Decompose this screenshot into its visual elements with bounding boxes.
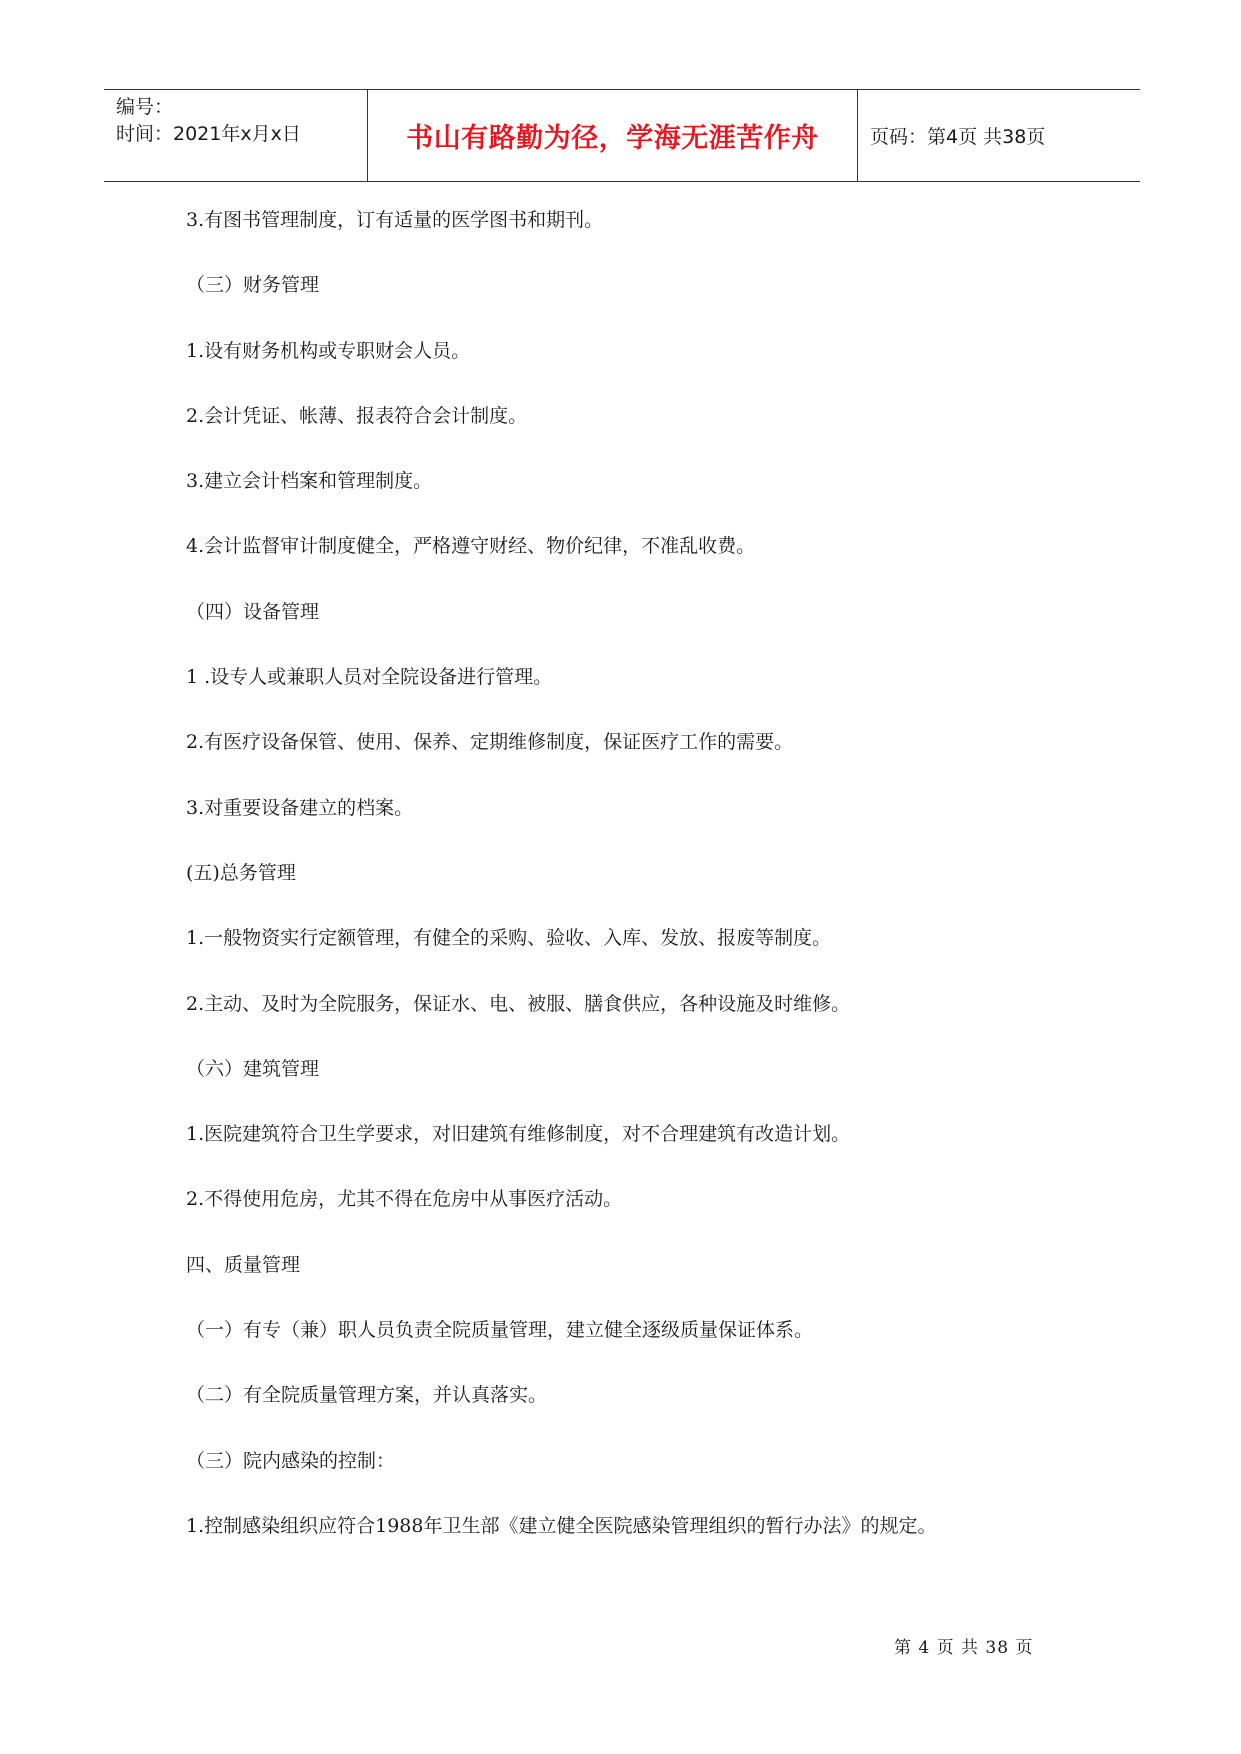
header-motto: 书山有路勤为径，学海无涯苦作舟	[368, 90, 858, 181]
page-footer: 第 4 页 共 38 页	[894, 1638, 1034, 1658]
paragraph: 1.设有财务机构或专职财会人员。	[186, 339, 471, 362]
section-heading: （三）财务管理	[186, 274, 320, 297]
paragraph: （一）有专（兼）职人员负责全院质量管理，建立健全逐级质量保证体系。	[186, 1319, 814, 1342]
paragraph: 4.会计监督审计制度健全，严格遵守财经、物价纪律，不准乱收费。	[186, 535, 756, 558]
page-header	[104, 89, 1140, 182]
paragraph: 2.主动、及时为全院服务，保证水、电、被服、膳食供应，各种设施及时维修。	[186, 992, 851, 1015]
header-page-label: 页码：第4页 共38页	[870, 126, 1046, 148]
number-label: 编号：	[116, 96, 174, 118]
paragraph: 3.有图书管理制度，订有适量的医学图书和期刊。	[186, 209, 604, 231]
section-heading: （六）建筑管理	[186, 1057, 320, 1080]
section-heading: （三）院内感染的控制：	[186, 1449, 396, 1472]
time-label: 时间：2021年x月x日	[116, 123, 301, 145]
paragraph: 1.医院建筑符合卫生学要求，对旧建筑有维修制度，对不合理建筑有改造计划。	[186, 1123, 851, 1146]
paragraph: 2.不得使用危房，尤其不得在危房中从事医疗活动。	[186, 1188, 623, 1211]
paragraph: 3.对重要设备建立的档案。	[186, 796, 414, 819]
section-heading: (五)总务管理	[186, 861, 296, 884]
paragraph: 3.建立会计档案和管理制度。	[186, 470, 433, 493]
document-body	[186, 207, 1116, 1578]
paragraph: （二）有全院质量管理方案，并认真落实。	[186, 1384, 548, 1407]
section-heading: （四）设备管理	[186, 600, 320, 623]
paragraph: 1.一般物资实行定额管理，有健全的采购、验收、入库、发放、报废等制度。	[186, 927, 832, 950]
paragraph: 1.控制感染组织应符合1988年卫生部《建立健全医院感染管理组织的暂行办法》的规定。	[186, 1514, 937, 1537]
paragraph: 1 .设专人或兼职人员对全院设备进行管理。	[186, 666, 553, 689]
chapter-heading: 四、质量管理	[186, 1253, 301, 1276]
paragraph: 2.会计凭证、帐薄、报表符合会计制度。	[186, 404, 528, 427]
paragraph: 2.有医疗设备保管、使用、保养、定期维修制度，保证医疗工作的需要。	[186, 731, 794, 754]
header-meta	[104, 90, 368, 181]
